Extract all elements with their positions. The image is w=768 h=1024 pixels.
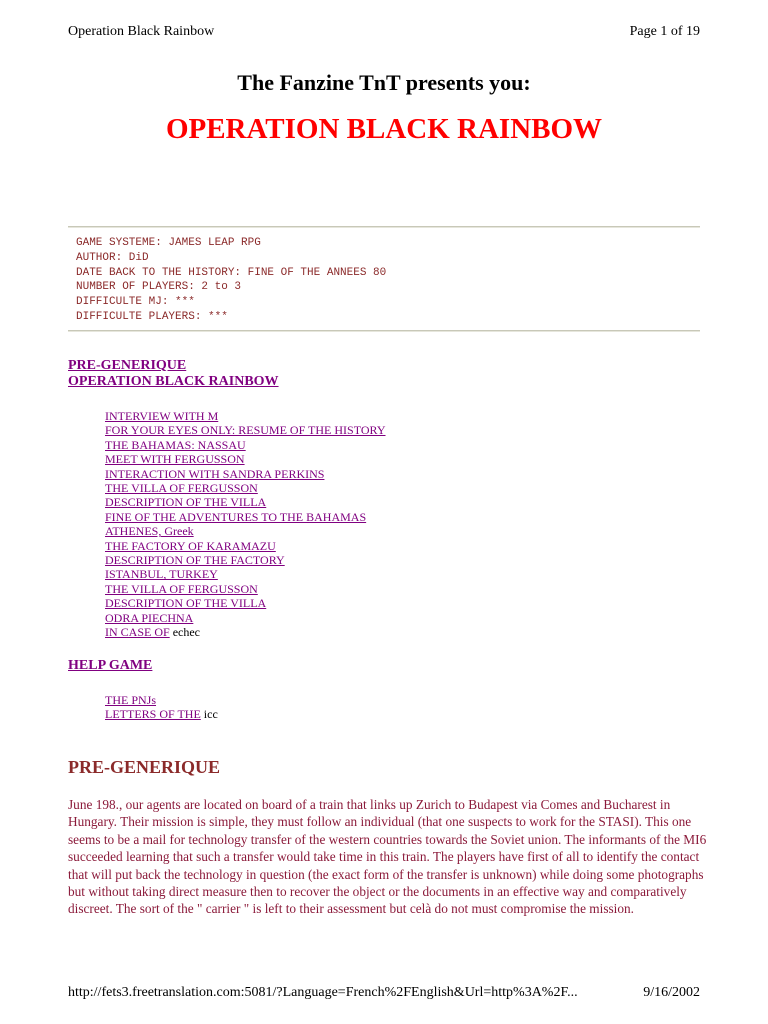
toc-link[interactable]: THE VILLA OF FERGUSSON xyxy=(105,581,258,596)
toc-link[interactable]: DESCRIPTION OF THE FACTORY xyxy=(105,553,285,568)
divider-top xyxy=(68,226,700,228)
toc-link[interactable]: THE BAHAMAS: NASSAU xyxy=(105,437,246,452)
toc-link[interactable]: DESCRIPTION OF THE VILLA xyxy=(105,596,267,611)
game-info-block xyxy=(76,236,386,325)
info-line: GAME SYSTEME: JAMES LEAP RPG xyxy=(76,237,261,249)
help-trailing-text: icc xyxy=(200,707,218,722)
toc-link[interactable]: THE FACTORY OF KARAMAZU xyxy=(105,538,276,553)
toc-link[interactable]: ODRA PIECHNA xyxy=(105,610,194,625)
toc-main-links xyxy=(68,358,279,390)
toc-link-operation[interactable]: OPERATION BLACK RAINBOW xyxy=(68,374,279,389)
info-line: DIFFICULTE MJ: *** xyxy=(76,296,195,309)
page-url: http://fets3.freetranslation.com:5081/?Language=French%2FEnglish&Url=http%3A%2F... xyxy=(68,985,578,1000)
info-line: AUTHOR: DiD xyxy=(76,251,149,264)
toc-link[interactable]: THE VILLA OF FERGUSSON xyxy=(105,481,258,496)
toc-link-pre-generique[interactable]: PRE-GENERIQUE xyxy=(68,358,187,373)
page-number: Page 1 of 19 xyxy=(629,24,700,39)
help-link-letters[interactable]: LETTERS OF THE xyxy=(105,707,201,722)
presenter-heading: The Fanzine TnT presents you: xyxy=(237,70,531,95)
section-body: June 198., our agents are located on board of a train that links up Zurich to Budapest via Comes and Bucharest in Hungary. Their mission is simple, they must follow an individual (that one suspects to work for the STASI). This one seems to be a mail for technology transfer of the western countries towards the Soviet union. The informants of the MI6 succeeded learning that such a transfer would take time in this train. The players have first of all to identify the contact that will put back the technology in question (the exact form of the transfer is unknown) while doing some photographs but without taking direct measure then to recover the object or the documents in an effective way and comparatively discreet. The sort of the " carrier " is left to their assessment but celà do not must compromise the mission. xyxy=(68,797,707,917)
toc-link[interactable]: ATHENES, Greek xyxy=(105,524,194,539)
help-list xyxy=(105,693,218,722)
toc-link[interactable]: FINE OF THE ADVENTURES TO THE BAHAMAS xyxy=(105,509,367,524)
info-line: DATE BACK TO THE HISTORY: FINE OF THE ANNEES 80 xyxy=(76,266,387,279)
toc-link[interactable]: INTERACTION WITH SANDRA PERKINS xyxy=(105,466,325,481)
page-title: OPERATION BLACK RAINBOW xyxy=(165,113,603,145)
toc-link[interactable]: FOR YOUR EYES ONLY: RESUME OF THE HISTORY xyxy=(105,423,386,438)
toc-link-in-case-of[interactable]: IN CASE OF xyxy=(105,625,170,640)
info-line: DIFFICULTE PLAYERS: *** xyxy=(76,310,228,323)
toc-link[interactable]: ISTANBUL, TURKEY xyxy=(105,567,218,582)
section-heading: PRE-GENERIQUE xyxy=(68,757,221,777)
help-game-link[interactable]: HELP GAME xyxy=(68,658,153,673)
toc-list xyxy=(105,409,386,640)
toc-link[interactable]: DESCRIPTION OF THE VILLA xyxy=(105,495,267,510)
toc-trailing-text: echec xyxy=(169,625,200,640)
page-date: 9/16/2002 xyxy=(643,985,700,1000)
page-header-title: Operation Black Rainbow xyxy=(68,24,215,39)
divider-bottom xyxy=(68,330,700,332)
toc-link[interactable]: MEET WITH FERGUSSON xyxy=(105,452,245,467)
toc-link[interactable]: INTERVIEW WITH M xyxy=(105,409,219,423)
help-link-pnjs[interactable]: THE PNJs xyxy=(105,693,157,707)
info-line: NUMBER OF PLAYERS: 2 to 3 xyxy=(76,281,242,294)
